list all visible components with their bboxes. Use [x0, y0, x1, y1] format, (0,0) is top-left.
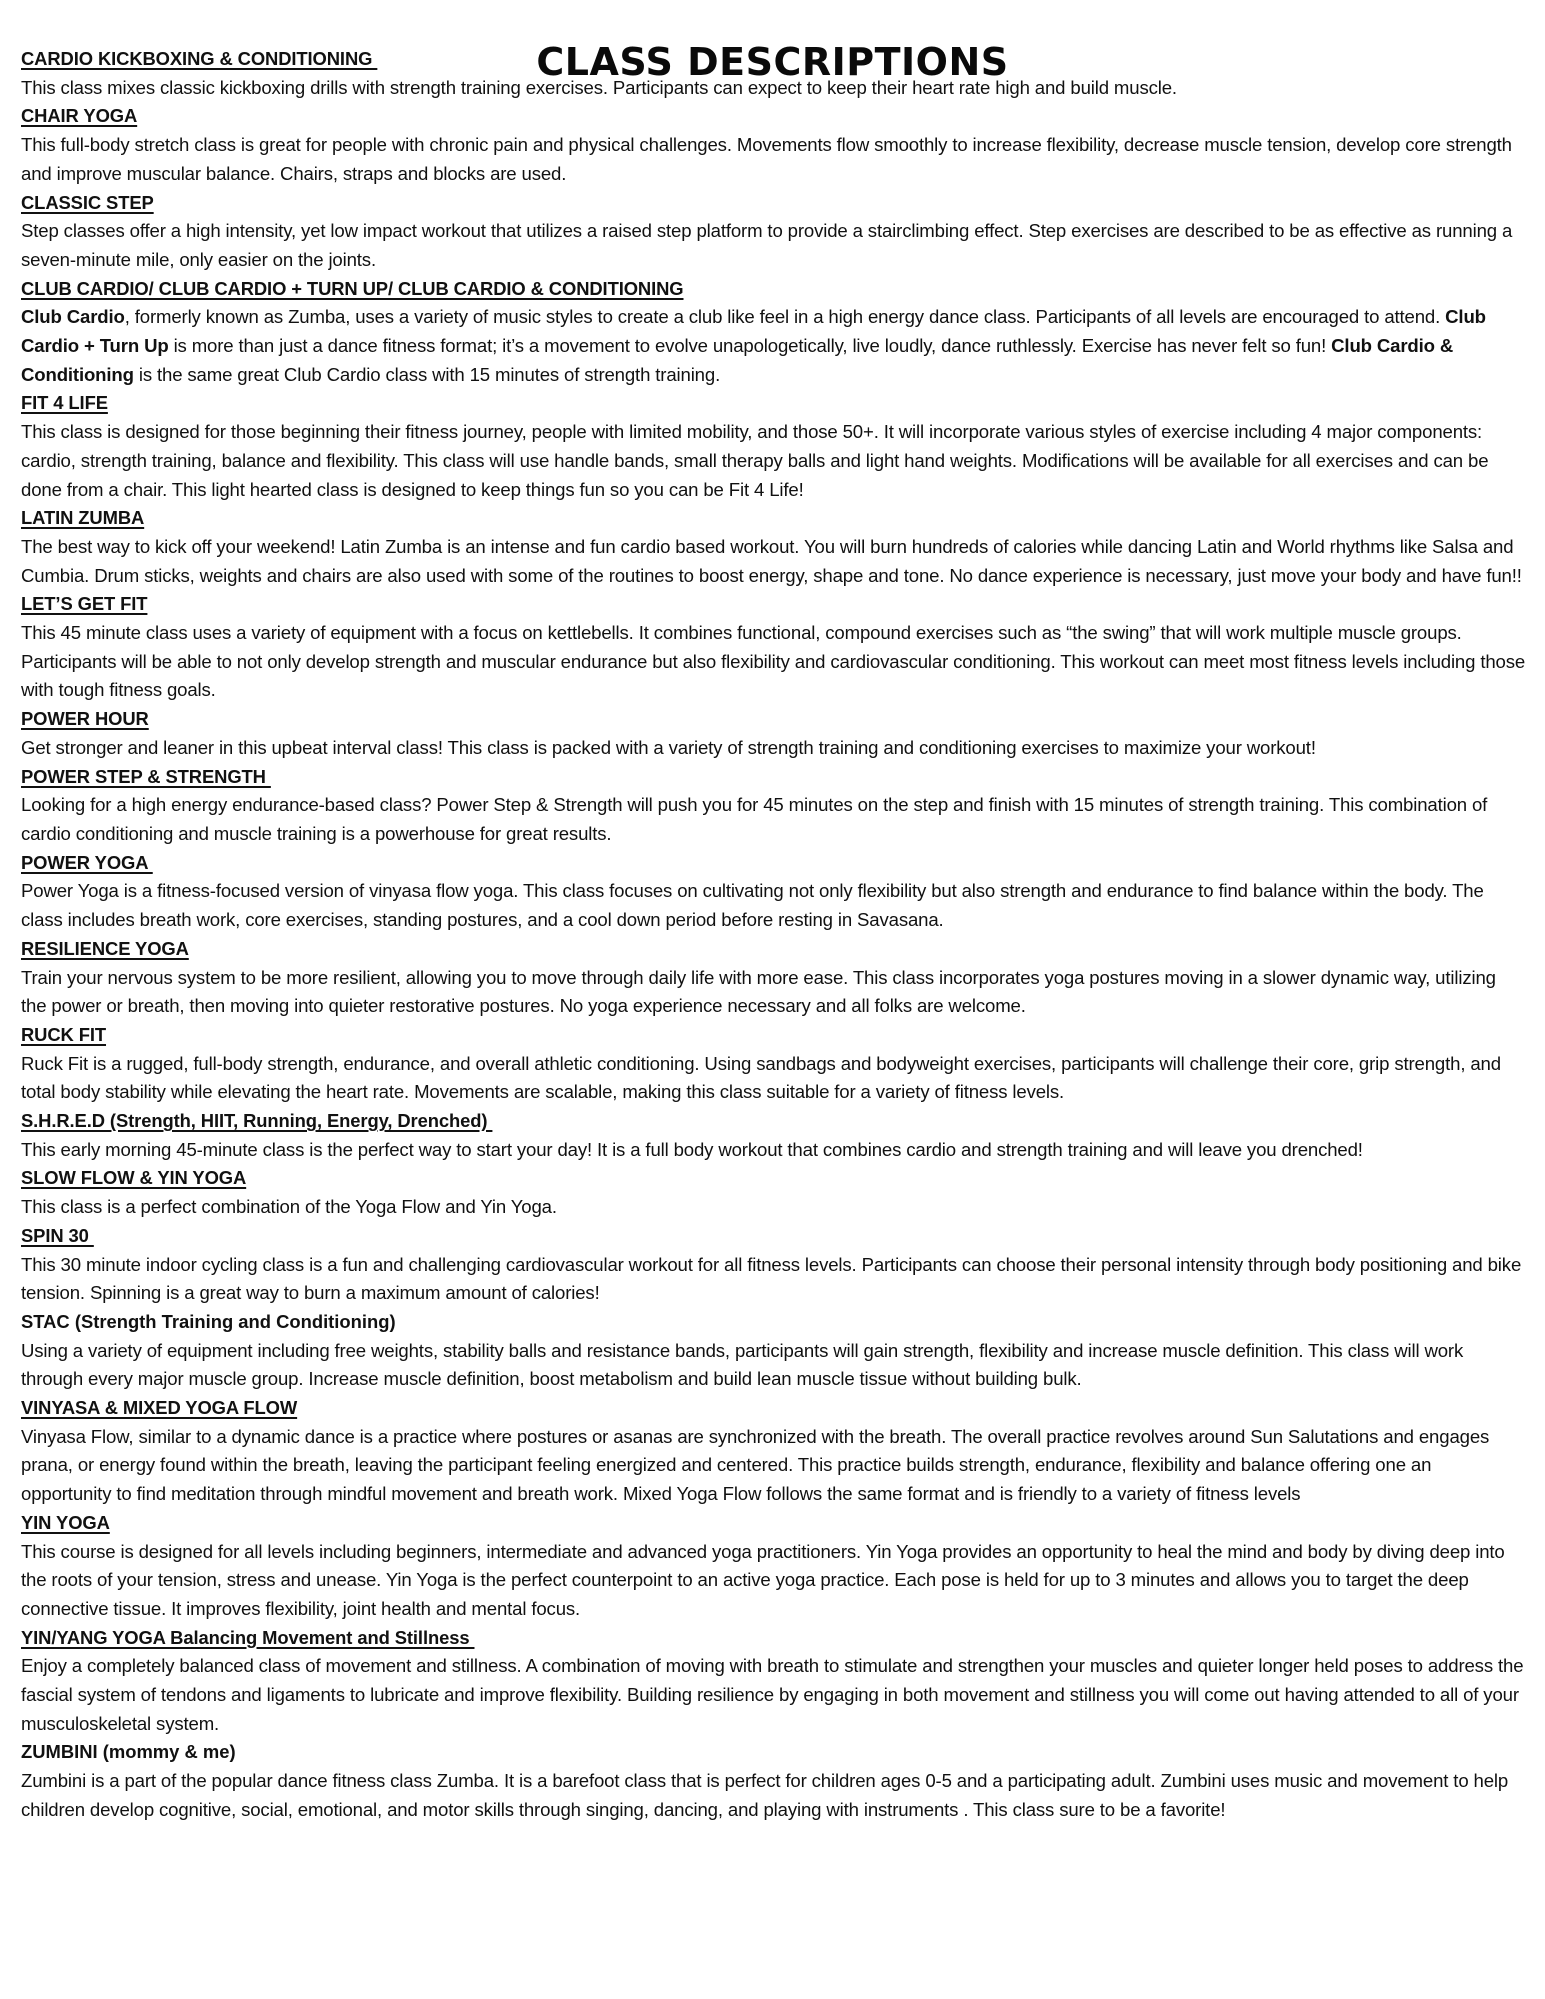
class-description: Enjoy a completely balanced class of movement and stillness. A combination of moving with breath to stimulate and strengthen your muscles and quieter longer held poses to address the fascial system of tendons and ligaments to lubricate and improve flexibility. Building resilience by engaging in both movement and stillness you will come out having attended to all of your musculoskeletal system. [21, 1655, 1524, 1734]
class-description: Zumbini is a part of the popular dance fitness class Zumba. It is a barefoot class that is perfect for children ages 0-5 and a participating adult. Zumbini uses music and movement to help children develop cognitive, social, emotional, and motor skills through singing, dancing, and playing with instruments . This class sure to be a favorite! [21, 1770, 1509, 1820]
class-entry-ruck-fit [21, 1021, 1526, 1107]
class-description: This full-body stretch class is great for people with chronic pain and physical challenges. Movements flow smoothly to increase flexibility, decrease muscle tension, develop core strength and improve muscular balance. Chairs, straps and blocks are used. [21, 134, 1512, 184]
class-heading: POWER STEP & STRENGTH [21, 765, 271, 787]
heading-part: ) [389, 1310, 396, 1332]
class-entry-lets-get-fit [21, 590, 1526, 705]
class-entry-yin-yang-yoga [21, 1624, 1526, 1739]
class-entry-power-yoga [21, 849, 1526, 935]
heading-part: Strength Training and Conditioning [80, 1310, 390, 1332]
class-entry-shred [21, 1107, 1526, 1164]
heading-part: mommy & me [108, 1741, 230, 1763]
class-description: This 30 minute indoor cycling class is a fun and challenging cardiovascular workout for all fitness levels. Participants can choose their personal intensity through body positioning and bike tension. Spinning is a great way to burn a maximum amount of calories! [21, 1253, 1522, 1304]
class-entry-stac [21, 1308, 1526, 1394]
class-entry-spin-30 [21, 1222, 1526, 1308]
class-description: The best way to kick off your weekend! Latin Zumba is an intense and fun cardio based workout. You will burn hundreds of calories while dancing Latin and World rhythms like Salsa and Cumbia. Drum sticks, weights and chairs are also used with some of the routines to boost energy, shape and tone. No dance experience is necessary, just move your body and have fun!! [21, 535, 1522, 586]
class-heading: CARDIO KICKBOXING & CONDITIONING [21, 48, 378, 69]
class-heading: POWER HOUR [21, 708, 149, 730]
class-entry-club-cardio [21, 275, 1526, 390]
class-description: This class mixes classic kickboxing drills with strength training exercises. Participants can expect to keep their heart rate high and build muscle. [21, 76, 1177, 98]
class-description: This early morning 45-minute class is the perfect way to start your day! It is a full body workout that combines cardio and strength training and will leave you drenched! [21, 1138, 1363, 1160]
class-entry-resilience-yoga [21, 935, 1526, 1021]
class-heading: YIN/YANG YOGA Balancing Movement and Stillness [21, 1626, 475, 1648]
class-entry-yin-yoga [21, 1509, 1526, 1624]
class-description: Train your nervous system to be more resilient, allowing you to move through daily life with more ease. This class incorporates yoga postures moving in a slower dynamic way, utilizing the power or breath, then moving into quieter restorative postures. No yoga experience necessary and all folks are welcome. [21, 966, 1496, 1017]
class-description: Step classes offer a high intensity, yet low impact workout that utilizes a raised step platform to provide a stairclimbing effect. Step exercises are described to be as effective as running a seven-minute mile, only easier on the joints. [21, 220, 1513, 270]
class-description: This class is a perfect combination of the Yoga Flow and Yin Yoga. [21, 1196, 557, 1218]
class-description [21, 303, 1526, 389]
class-heading [21, 1738, 1526, 1767]
bold-term-club-cardio: Club Cardio [21, 306, 125, 328]
class-description: Vinyasa Flow, similar to a dynamic dance is a practice where postures or asanas are synchronized with the breath. The overall practice revolves around Sun Salutations and engages prana, or energy found within the breath, leaving the participant feeling energized and centered. This practice builds strength, endurance, flexibility and balance offering one an opportunity to find meditation through mindful movement and breath work. Mixed Yoga Flow follows the same format and is friendly to a variety of fitness levels [21, 1425, 1490, 1505]
class-heading [21, 1308, 1526, 1337]
class-description: Power Yoga is a fitness-focused version of vinyasa flow yoga. This class focuses on cultivating not only flexibility but also strength and endurance to find balance within the body. The class includes breath work, core exercises, standing postures, and a cool down period before resting in Savasana. [21, 880, 1484, 931]
class-heading: VINYASA & MIXED YOGA FLOW [21, 1397, 298, 1419]
class-heading: S.H.R.E.D (Strength, HIIT, Running, Energy, Drenched) [21, 1110, 493, 1132]
class-entry-cardio-kickboxing [21, 45, 1526, 102]
description-text: is the same great Club Cardio class with 15 minutes of strength training. [133, 363, 721, 385]
class-heading: POWER YOGA [21, 851, 153, 873]
class-heading: SPIN 30 [21, 1224, 94, 1246]
class-description: This course is designed for all levels including beginners, intermediate and advanced yoga practitioners. Yin Yoga provides an opportunity to heal the mind and body by diving deep into the roots of your tension, stress and unease. Yin Yoga is the perfect counterpoint to an active yoga practice. Each pose is held for up to 3 minutes and allows you to target the deep connective tissue. It improves flexibility, joint health and mental focus. [21, 1540, 1505, 1619]
heading-part: ) [229, 1741, 236, 1763]
class-entry-slow-flow-yin-yoga [21, 1164, 1526, 1221]
class-entry-latin-zumba [21, 504, 1526, 590]
class-heading: FIT 4 LIFE [21, 392, 108, 414]
class-heading: YIN YOGA [21, 1511, 110, 1533]
page-title: CLASS DESCRIPTIONS [536, 40, 1009, 85]
heading-part: ( [74, 1310, 81, 1332]
description-text: , formerly known as Zumba, uses a variety of music styles to create a club like feel in a high energy dance class. Participants of all levels are encouraged to attend. [124, 306, 1446, 328]
class-heading: CLASSIC STEP [21, 191, 154, 213]
bold-term-club-cardio-conditioning: Club Cardio & Conditioning [21, 335, 1454, 385]
heading-part: STAC [21, 1310, 75, 1332]
class-entry-fit-4-life [21, 389, 1526, 504]
heading-part: ZUMBINI [21, 1741, 103, 1763]
class-heading: LET’S GET FIT [21, 593, 148, 615]
class-entry-zumbini [21, 1738, 1526, 1824]
class-descriptions-list [21, 45, 1526, 1825]
class-heading: RESILIENCE YOGA [21, 937, 189, 959]
class-entry-power-hour [21, 705, 1526, 762]
class-description: Ruck Fit is a rugged, full-body strength, endurance, and overall athletic conditioning. Using sandbags and bodyweight exercises, participants will challenge their core, grip strength, and total body stability while elevating the heart rate. Movements are scalable, making this class suitable for a variety of fitness levels. [21, 1052, 1501, 1103]
class-heading: SLOW FLOW & YIN YOGA [21, 1167, 247, 1189]
class-description: Get stronger and leaner in this upbeat interval class! This class is packed with a variety of strength training and conditioning exercises to maximize your workout! [21, 736, 1316, 758]
heading-part: ( [102, 1741, 109, 1763]
class-description: Looking for a high energy endurance-based class? Power Step & Strength will push you for 45 minutes on the step and finish with 15 minutes of strength training. This combination of cardio conditioning and muscle training is a powerhouse for great results. [21, 794, 1488, 844]
class-description: This 45 minute class uses a variety of equipment with a focus on kettlebells. It combines functional, compound exercises such as “the swing” that will work multiple muscle groups. Participants will be able to not only develop strength and muscular endurance but also flexibility and cardiovascular conditioning. This workout can meet most fitness levels including those with tough fitness goals. [21, 622, 1526, 701]
class-description: Using a variety of equipment including free weights, stability balls and resistance bands, participants will gain strength, flexibility and increase muscle definition. This class will work through every major muscle group. Increase muscle definition, boost metabolism and build lean muscle tissue without building bulk. [21, 1339, 1464, 1390]
class-heading: LATIN ZUMBA [21, 507, 145, 529]
bold-term-club-cardio-turn-up: Club Cardio + Turn Up [21, 306, 1486, 357]
class-entry-classic-step [21, 189, 1526, 275]
class-description: This class is designed for those beginning their fitness journey, people with limited mobility, and those 50+. It will incorporate various styles of exercise including 4 major components: cardio, strength training, balance and flexibility. This class will use handle bands, small therapy balls and light hand weights. Modifications will be available for all exercises and can be done from a chair. This light hearted class is designed to keep things fun so you can be Fit 4 Life! [21, 421, 1489, 500]
class-heading: RUCK FIT [21, 1023, 107, 1045]
class-entry-chair-yoga [21, 102, 1526, 188]
class-entry-vinyasa-mixed-yoga-flow [21, 1394, 1526, 1509]
description-text: is more than just a dance fitness format; it’s a movement to evolve unapologetically, live loudly, dance ruthlessly. Exercise has never felt so fun! [168, 335, 1332, 357]
class-entry-power-step-strength [21, 763, 1526, 849]
class-heading: CHAIR YOGA [21, 105, 138, 127]
class-heading: CLUB CARDIO/ CLUB CARDIO + TURN UP/ CLUB CARDIO & CONDITIONING [21, 277, 684, 299]
